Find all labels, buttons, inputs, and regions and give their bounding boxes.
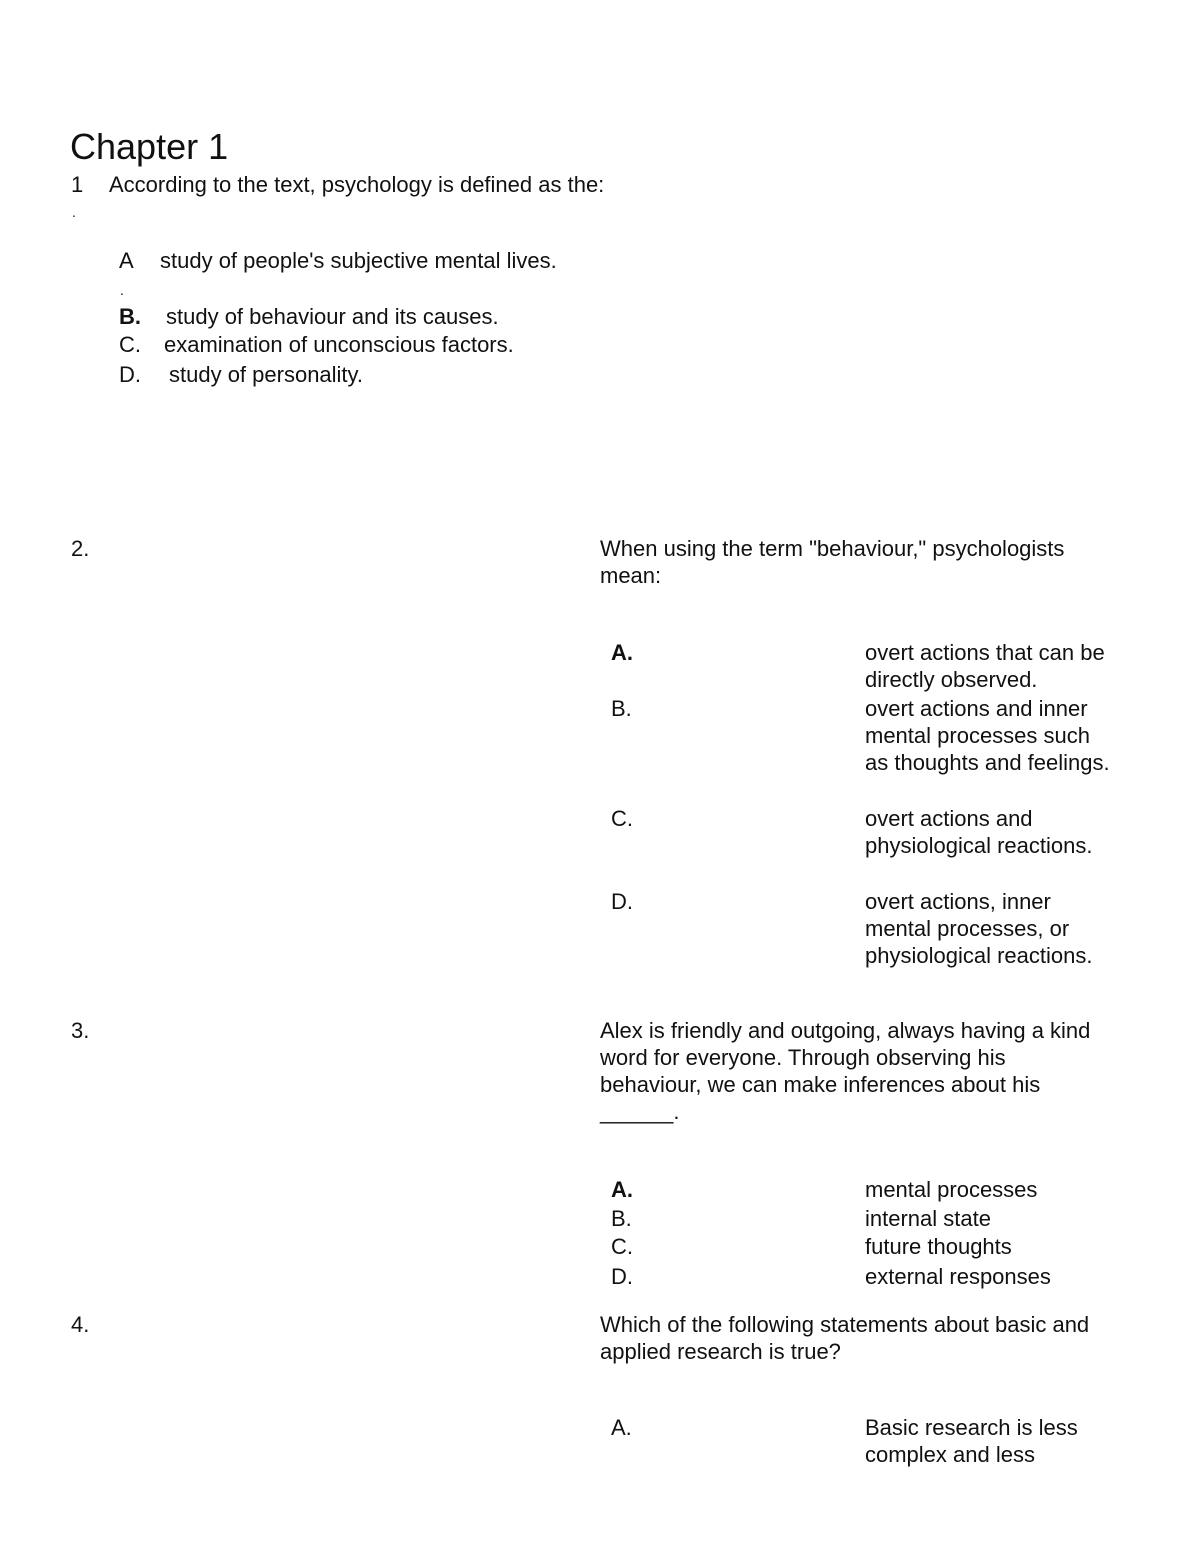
question-4-number: 4.: [71, 1312, 90, 1337]
q2-option-d-letter: D.: [611, 889, 633, 914]
q2-option-a-text: overt actions that can be directly observed.: [865, 640, 1105, 692]
q2-option-a-letter: A.: [611, 640, 633, 665]
q1-option-a-letter: A: [119, 248, 134, 273]
q3-option-c-text: future thoughts: [865, 1234, 1012, 1259]
question-1-number: 1: [71, 172, 84, 197]
q4-option-a-text: Basic research is less complex and less: [865, 1415, 1078, 1467]
chapter-title: Chapter 1: [70, 126, 229, 167]
q3-option-a-text: mental processes: [865, 1177, 1038, 1202]
question-1-stray-mark: .: [72, 204, 76, 220]
question-1-stem: According to the text, psychology is defined as the:: [109, 172, 605, 197]
q1-option-d-text: study of personality.: [169, 362, 364, 387]
q3-option-a-letter: A.: [611, 1177, 633, 1202]
q3-option-b-letter: B.: [611, 1206, 632, 1231]
q1-option-a-text: study of people's subjective mental lives.: [160, 248, 557, 273]
question-2-number: 2.: [71, 536, 90, 561]
q1-option-b-letter: B.: [119, 304, 141, 329]
q2-option-b-text: overt actions and inner mental processes such as thoughts and feelings.: [865, 696, 1110, 775]
q1-option-c-letter: C.: [119, 332, 141, 357]
q2-option-c-text: overt actions and physiological reactions.: [865, 806, 1093, 858]
q3-option-b-text: internal state: [865, 1206, 991, 1231]
q3-option-d-text: external responses: [865, 1264, 1051, 1289]
q4-option-a-letter: A.: [611, 1415, 632, 1440]
question-2-stem: When using the term "behaviour," psychologists mean:: [600, 536, 1065, 588]
q3-option-c-letter: C.: [611, 1234, 633, 1259]
q2-option-c-letter: C.: [611, 806, 633, 831]
q3-option-d-letter: D.: [611, 1264, 633, 1289]
q2-option-d-text: overt actions, inner mental processes, or physiological reactions.: [865, 889, 1093, 968]
question-4-stem: Which of the following statements about basic and applied research is true?: [600, 1312, 1090, 1364]
question-3-stem: Alex is friendly and outgoing, always having a kind word for everyone. Through observing his behaviour, we can make inferences about his ______.: [600, 1018, 1091, 1124]
q1-option-c-text: examination of unconscious factors.: [164, 332, 514, 357]
q1-stray-dot: .: [120, 282, 124, 298]
question-3-number: 3.: [71, 1018, 90, 1043]
q1-option-b-text: study of behaviour and its causes.: [166, 304, 499, 329]
q2-option-b-letter: B.: [611, 696, 632, 721]
q1-option-d-letter: D.: [119, 362, 141, 387]
